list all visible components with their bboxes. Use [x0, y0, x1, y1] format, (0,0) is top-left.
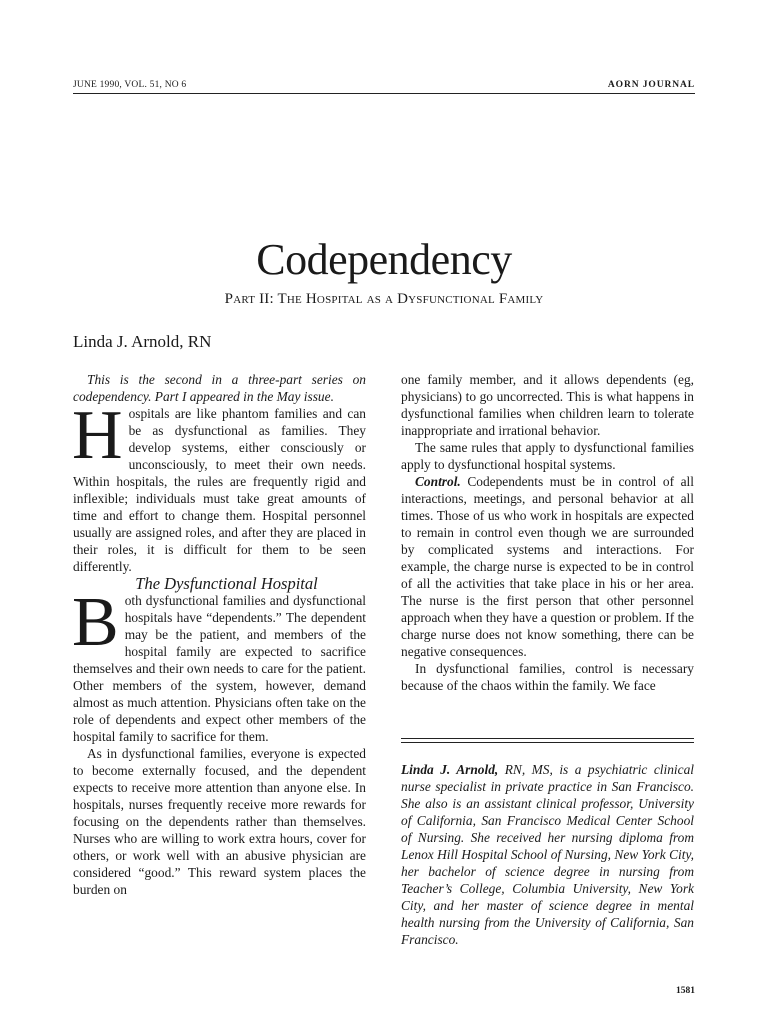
- paragraph-6-text: Codependents must be in control of all interactions, meetings, and personal behavior at all times. Those of us who work in hospitals are expected to remain in control even though we are surrounded by complicated systems and interactions. For example, the charge nurse is expected to be in control of all the activities that take place in his or her area. The nurse is the first person that other personnel approach when they have a question or problem. If the charge nurse does not know something, there can be negative consequences.: [401, 474, 694, 659]
- paragraph-4: one family member, and it allows dependents (eg, physicians) to go uncorrected. This is what happens in dysfunctional families when children learn to tolerate inappropriate and irrational behavior.: [401, 372, 694, 438]
- journal-issue: JUNE 1990, VOL. 51, NO 6: [73, 80, 187, 90]
- header-rule: [73, 93, 695, 94]
- paragraph-1-text: ospitals are like phantom families and can be as dysfunctional as families. They develop systems, either consciously or unconsciously, to meet their own needs. Within hospitals, the rules are frequently rigid and inflexible; individuals must take great amounts of time and effort to change them. Hospital personnel usually are assigned roles, and after they are placed in their roles, it is difficult for them to be seen differently.: [73, 406, 366, 574]
- page-number: 1581: [676, 986, 695, 996]
- control-runin-heading: Control.: [415, 474, 461, 489]
- paragraph-7: In dysfunctional families, control is necessary because of the chaos within the family. We face: [401, 661, 694, 693]
- right-column: [401, 371, 694, 694]
- drop-cap-b: B: [72, 584, 119, 661]
- running-head: [73, 80, 695, 94]
- paragraph-2: [72, 584, 366, 745]
- paragraph-3: As in dysfunctional families, everyone is expected to become externally focused, and the dependent expects to receive more attention than anyone else. In hospitals, nurses frequently receive more rewards for focusing on the dependents rather than themselves. Nurses who are willing to work extra hours, cover for others, or work well with an abusive physician are considered “good.” This reward system places the burden on: [73, 746, 366, 897]
- drop-cap-h: H: [72, 397, 123, 474]
- series-note: This is the second in a three-part series on codependency. Part I appeared in the May issue.: [73, 372, 366, 404]
- paragraph-5: The same rules that apply to dysfunctional families apply to dysfunctional hospital systems.: [401, 440, 694, 472]
- journal-name: AORN JOURNAL: [607, 80, 695, 90]
- paragraph-1: [72, 397, 366, 575]
- article-subtitle: Part II: The Hospital as a Dysfunctional Family: [224, 291, 544, 307]
- bio-text: RN, MS, is a psychiatric clinical nurse specialist in private practice in San Francisco. She also is an assistant clinical professor, University of California, San Francisco Medical Center School of Nursing. She received her nursing diploma from Lenox Hill Hospital School of Nursing, New York City, her bachelor of science degree in nursing from Teacher’s College, Columbia University, New York City, and her master of science degree in mental health nursing from the University of California, San Francisco.: [401, 762, 694, 947]
- author-bio: [401, 761, 694, 948]
- left-column: [73, 371, 366, 898]
- paragraph-6: [401, 473, 694, 660]
- paragraph-2-text: oth dysfunctional families and dysfunctional hospitals have “dependents.” The dependent may be the patient, and members of the hospital family are expected to sacrifice themselves and their own needs to care for the patient. Other members of the system, however, demand almost as much attention. Physicians often take on the role of dependents and expect other members of the hospital family to sacrifice for them.: [73, 593, 366, 744]
- bio-author-name: Linda J. Arnold,: [401, 762, 499, 777]
- article-title: Codependency: [256, 235, 512, 284]
- bio-divider: [401, 738, 694, 743]
- section-heading: The Dysfunctional Hospital: [135, 574, 318, 593]
- author-byline: Linda J. Arnold, RN: [73, 332, 212, 351]
